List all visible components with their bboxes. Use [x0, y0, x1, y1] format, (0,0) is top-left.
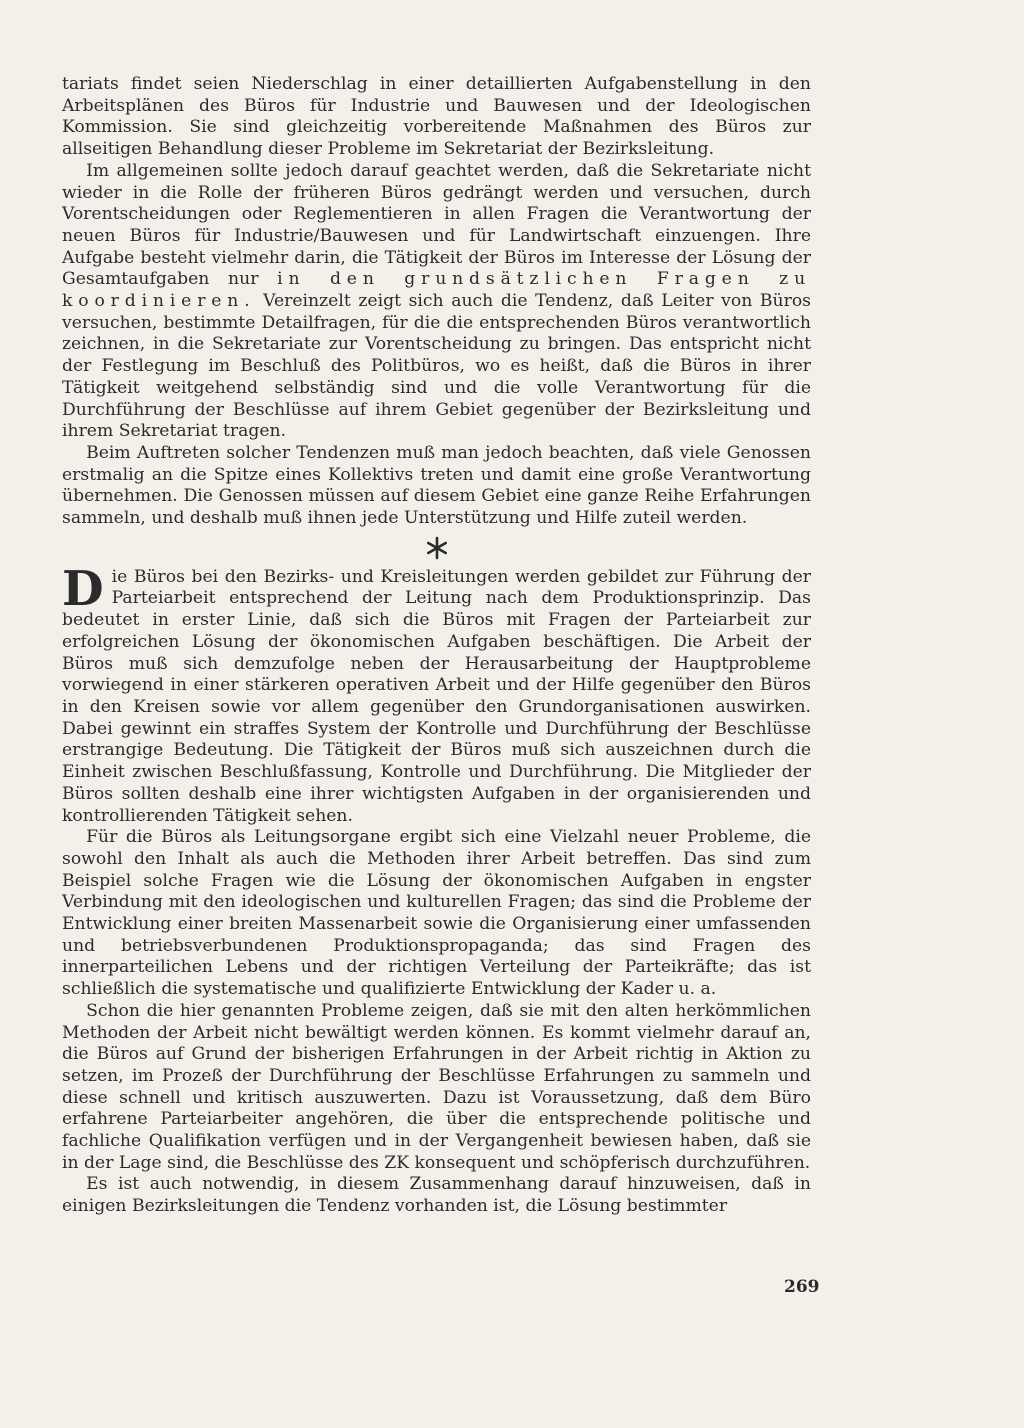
section-divider [62, 534, 811, 562]
paragraph-6: Schon die hier genannten Probleme zeigen, daß sie mit den alten herkömmlichen Methoden der Arbeit nicht bewältigt werden können. Es kommt vielmehr darauf an, die Büros auf Grund der bisherigen Erfahrungen in der Arbeit richtig in Aktion zu setzen, im Prozeß der Durchführung der Beschlüsse Erfahrungen zu sammeln und diese schnell und kritisch auszuwerten. Dazu ist Voraussetzung, daß dem Büro erfahrene Parteiarbeiter angehören, die über die entsprechende politische und fachliche Qualifikation verfügen und in der Vergangenheit bewiesen haben, daß sie in der Lage sind, die Beschlüsse des ZK konsequent und schöpferisch durchzuführen. [62, 1000, 811, 1173]
paragraph-2-end: Vereinzelt zeigt sich auch die Tendenz, daß Leiter von Büros versuchen, bestimmte Detailfragen, für die die entsprechenden Büros verantwortlich zeichnen, in die Sekretariate zur Vorentscheidung zu bringen. Das entspricht nicht der Festlegung im Beschluß des Politbüros, wo es heißt, daß die Büros in ihrer Tätigkeit weitgehend selbständig sind und die volle Verantwortung für die Durchführung der Beschlüsse auf ihrem Gebiet gegenüber der Bezirksleitung und ihrem Sekretariat tragen. [62, 291, 812, 442]
page-body [62, 74, 811, 1218]
paragraph-2 [62, 161, 811, 443]
paragraph-1: tariats findet seien Niederschlag in einer detaillierten Aufgabenstellung in den Arbeitsplänen des Büros für Industrie und Bauwesen und der Ideologischen Kommission. Sie sind gleichzeitig vorbereitende Maßnahmen des Büros zur allseitigen Behandlung dieser Probleme im Sekretariat der Bezirksleitung. [62, 74, 811, 160]
paragraph-4-text: ie Büros bei den Bezirks- und Kreisleitungen werden gebildet zur Führung der Parteiarbeit entsprechend der Leitung nach dem Produktionsprinzip. Das bedeutet in erster Linie, daß sich die Büros mit Fragen der Parteiarbeit zur erfolgreichen Lösung der ökonomischen Aufgaben beschäftigen. Die Arbeit der Büros muß sich demzufolge neben der Herausarbeitung der Hauptprobleme vorwiegend in einer stärkeren operativen Arbeit und der Hilfe gegenüber den Büros in den Kreisen sowie vor allem gegenüber den Grundorganisationen auswirken. Dabei gewinnt ein straffes System der Kontrolle und Durchführung der Beschlüsse erstrangige Bedeutung. Die Tätigkeit der Büros muß sich auszeichnen durch die Einheit zwischen Beschlußfassung, Kontrolle und Durchführung. Die Mitglieder der Büros sollten deshalb eine ihrer wichtigsten Aufgaben in der organisierenden und kontrollierenden Tätigkeit sehen. [62, 566, 811, 826]
asterisk-star-icon [425, 536, 449, 560]
paragraph-5: Für die Büros als Leitungsorgane ergibt sich eine Vielzahl neuer Probleme, die sowohl den Inhalt als auch die Methoden ihrer Arbeit betreffen. Das sind zum Beispiel solche Fragen wie die Lösung der ökonomischen Aufgaben in engster Verbindung mit den ideologischen und kulturellen Fragen; das sind die Probleme der Entwicklung einer breiten Massenarbeit sowie die Organisierung einer umfassenden und betriebsverbundenen Produktionspropaganda; das sind Fragen des innerparteilichen Lebens und der richtigen Verteilung der Parteikräfte; das ist schließlich die systematische und qualifizierte Entwicklung der Kader u. a. [62, 827, 811, 1000]
paragraph-3: Beim Auftreten solcher Tendenzen muß man jedoch beachten, daß viele Genossen erstmalig an die Spitze eines Kollektivs treten und damit eine große Verantwortung übernehmen. Die Genossen müssen auf diesem Gebiet eine ganze Reihe Erfahrungen sammeln, und deshalb muß ihnen jede Unterstützung und Hilfe zuteil werden. [62, 442, 811, 529]
paragraph-4 [62, 560, 811, 827]
paragraph-7: Es ist auch notwendig, in diesem Zusammenhang darauf hinzuweisen, daß in einigen Bezirksleitungen die Tendenz vorhanden ist, die Lösung bestimmter [62, 1174, 811, 1217]
drop-cap: D [62, 560, 104, 617]
paragraph-2-start: Im allgemeinen sollte jedoch darauf geachtet werden, daß die Sekretariate nicht wieder in die Rolle der früheren Büros gedrängt werden und versuchen, durch Vorentscheidungen oder Reglementieren in allen Fragen die Verantwortung der neuen Büros für Industrie/Bauwesen und für Landwirtschaft einzuengen. Ihre Aufgabe besteht vielmehr darin, die Tätigkeit der Büros im Interesse der Lösung der Gesamtaufgaben nur [62, 160, 811, 290]
page-number: 269 [784, 1277, 820, 1297]
spaced-emphasis: in den grundsätzlichen Fragen zu koordinieren. [62, 269, 811, 312]
